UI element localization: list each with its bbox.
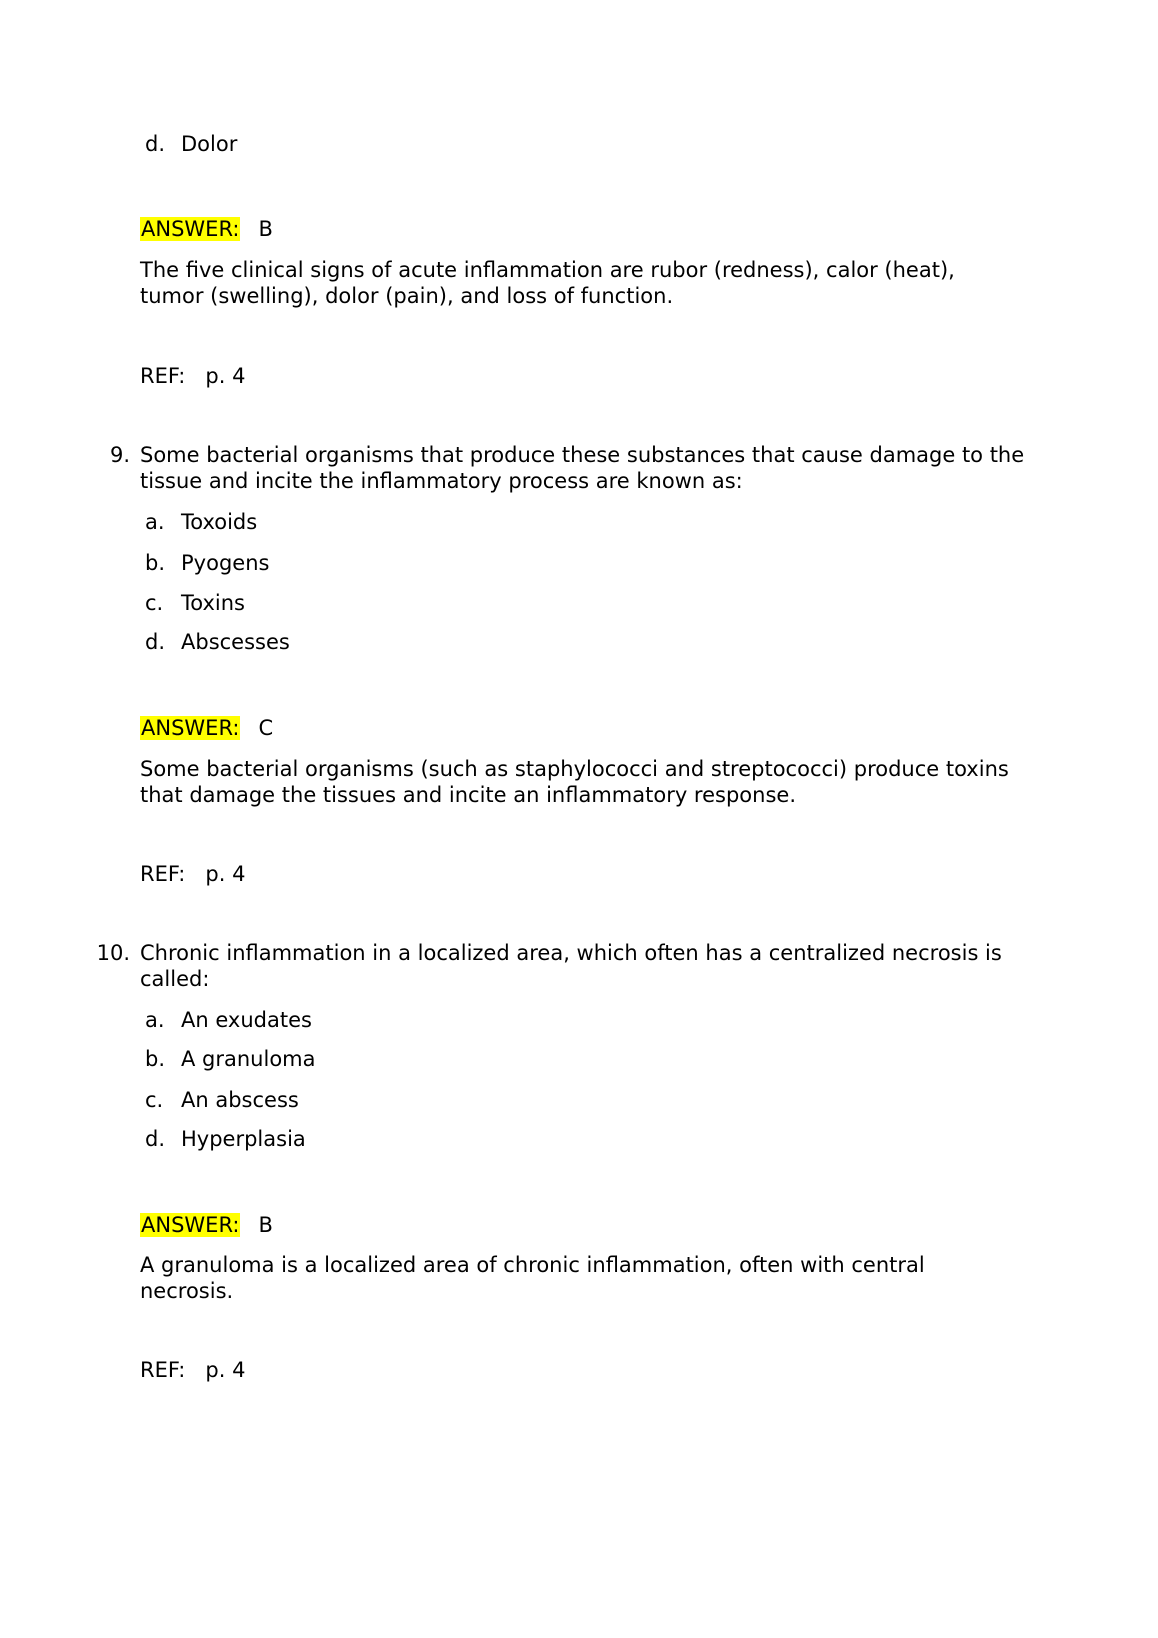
ref-label: REF: [140,862,186,886]
choice-text: Dolor [181,132,238,156]
q10-ref [140,1357,245,1383]
choice-letter: a. [145,510,165,534]
choice-text: Toxoids [181,510,258,534]
question-number: 10. [96,941,130,965]
ref-label: REF: [140,364,186,388]
q9-explanation: Some bacterial organisms (such as staphylococci and streptococci) produce toxins that damage the tissues and incite an inflammatory response. [140,757,1009,807]
choice-text: A granuloma [181,1047,316,1071]
q8-ref [140,363,245,389]
choice-letter: d. [145,630,166,654]
question-text: Chronic inflammation in a localized area, which often has a centralized necrosis is called: [140,941,1002,991]
q10-explanation: A granuloma is a localized area of chronic inflammation, often with central necrosis. [140,1253,925,1303]
choice-text: Toxins [181,591,245,615]
choice-letter: d. [145,1127,166,1151]
question-number: 9. [109,443,130,467]
choice-letter: d. [145,132,166,156]
answer-value: C [258,716,274,740]
answer-value: B [258,1213,273,1237]
choice-letter: c. [145,1088,164,1112]
q9-answer [140,715,273,745]
choice-text: An exudates [181,1008,312,1032]
answer-label: ANSWER: [141,217,240,241]
q8-answer [140,216,273,246]
choice-text: Abscesses [181,630,290,654]
choice-letter: b. [145,551,166,575]
answer-label: ANSWER: [141,1213,240,1237]
question-text: Some bacterial organisms that produce these substances that cause damage to the tissue and incite the inflammatory process are known as: [140,443,1025,493]
answer-label: ANSWER: [141,716,240,740]
q9-ref [140,861,245,887]
ref-value: p. 4 [205,862,246,886]
choice-text: Pyogens [181,551,270,575]
choice-letter: b. [145,1047,166,1071]
ref-value: p. 4 [205,364,246,388]
ref-label: REF: [140,1358,186,1382]
choice-letter: a. [145,1008,165,1032]
choice-text: An abscess [181,1088,299,1112]
q10-answer [140,1212,273,1242]
choice-text: Hyperplasia [181,1127,306,1151]
choice-letter: c. [145,591,164,615]
q8-explanation: The five clinical signs of acute inflammation are rubor (redness), calor (heat), tumor (swelling), dolor (pain), and loss of function. [140,258,955,308]
ref-value: p. 4 [205,1358,246,1382]
answer-value: B [258,217,273,241]
